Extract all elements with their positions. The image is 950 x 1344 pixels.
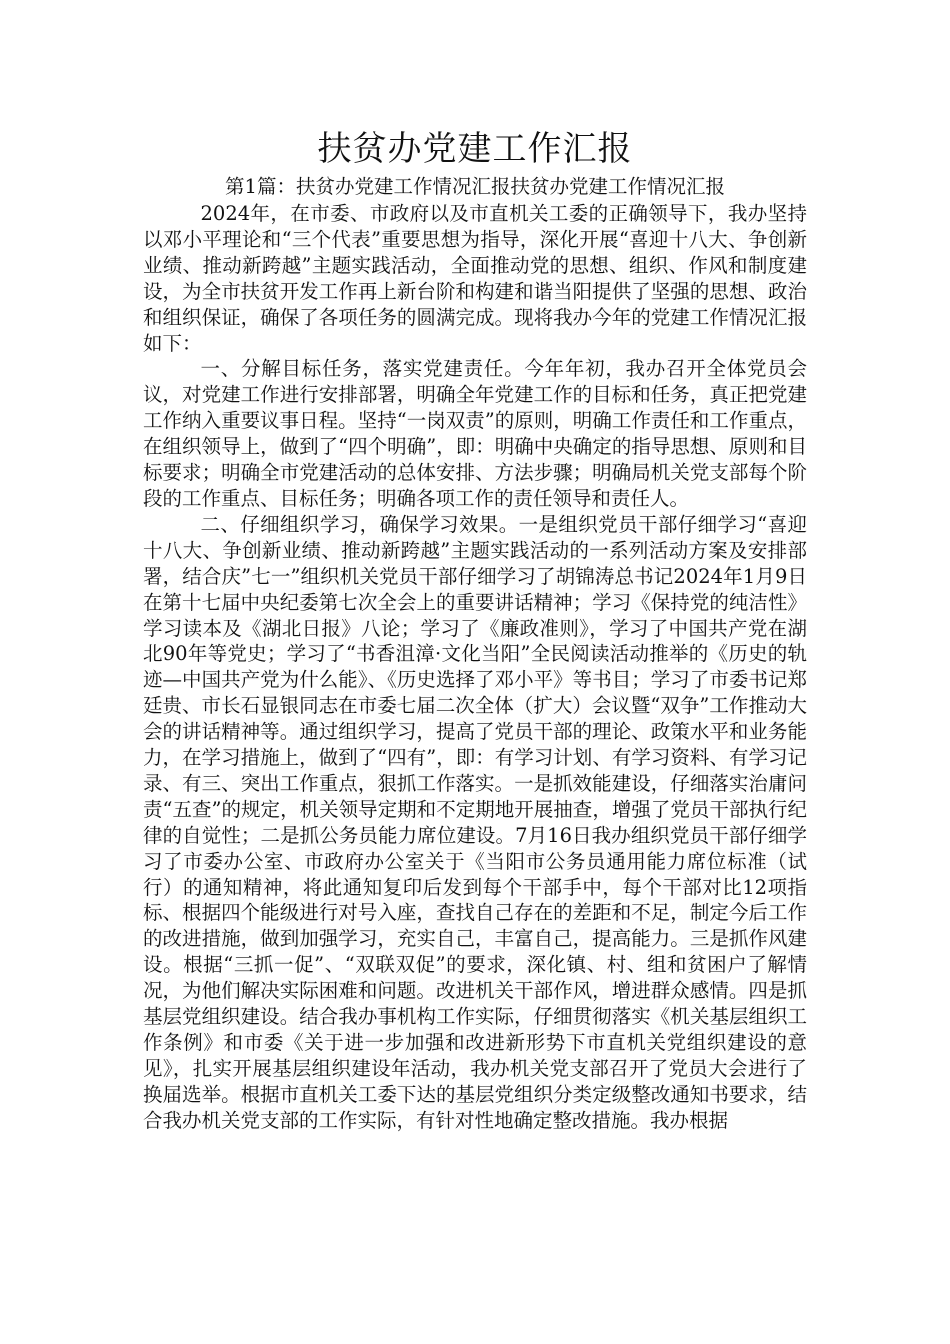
paragraph-intro: 2024年，在市委、市政府以及市直机关工委的正确领导下，我办坚持以邓小平理论和“三个代表”重要思想为指导，深化开展“喜迎十八大、争创新业绩、推动新跨越”主题实践活动，全面推动党的思想、组织、作风和制度建设，为全市扶贫开发工作再上新台阶和构建和谐当阳提供了坚强的思想、政治和组织保证，确保了各项任务的圆满完成。现将我办今年的党建工作情况汇报如下： <box>143 202 807 355</box>
document-title: 扶贫办党建工作汇报 <box>317 129 633 169</box>
document-subtitle: 第1篇：扶贫办党建工作情况汇报扶贫办党建工作情况汇报 <box>225 175 725 198</box>
document-page <box>143 125 807 1134</box>
paragraph-section-one: 一、分解目标任务，落实党建责任。今年年初，我办召开全体党员会议，对党建工作进行安排部署，明确全年党建工作的目标和任务，真正把党建工作纳入重要议事日程。坚持“一岗双责”的原则，明确工作责任和工作重点，在组织领导上，做到了“四个明确”，即：明确中央确定的指导思想、原则和目标要求；明确全市党建活动的总体安排、方法步骤；明确局机关党支部每个阶段的工作重点、目标任务；明确各项工作的责任领导和责任人。 <box>143 357 807 510</box>
paragraph-section-two: 二、仔细组织学习，确保学习效果。一是组织党员干部仔细学习“喜迎十八大、争创新业绩、推动新跨越”主题实践活动的一系列活动方案及安排部署，结合庆”七一”组织机关党员干部仔细学习了胡锦涛总书记2024年1月9日在第十七届中央纪委第七次全会上的重要讲话精神；学习《保持党的纯洁性》学习读本及《湖北日报》八论；学习了《廉政准则》，学习了中国共产党在湖北90年等党史；学习了“书香沮漳·文化当阳”全民阅读活动推举的《历史的轨迹—中国共产党为什么能》、《历史选择了邓小平》等书目；学习了市委书记郑廷贵、市长石显银同志在市委七届二次全体（扩大）会议暨“双争”工作推动大会的讲话精神等。通过组织学习，提高了党员干部的理论、政策水平和业务能力，在学习措施上，做到了“四有”，即：有学习计划、有学习资料、有学习记录、有三、突出工作重点，狠抓工作落实。一是抓效能建设，仔细落实治庸问责“五查”的规定，机关领导定期和不定期地开展抽查，增强了党员干部执行纪律的自觉性；二是抓公务员能力席位建设。7月16日我办组织党员干部仔细学习了市委办公室、市政府办公室关于《当阳市公务员通用能力席位标准（试行）的通知精神，将此通知复印后发到每个干部手中，每个干部对比12项指标、根据四个能级进行对号入座，查找自己存在的差距和不足，制定今后工作的改进措施，做到加强学习，充实自己，丰富自己，提高能力。三是抓作风建设。根据“三抓一促”、“双联双促”的要求，深化镇、村、组和贫困户了解情况，为他们解决实际困难和问题。改进机关干部作风，增进群众感情。四是抓基层党组织建设。结合我办事机构工作实际，仔细贯彻落实《机关基层组织工作条例》和市委《关于进一步加强和改进新形势下市直机关党组织建设的意见》，扎实开展基层组织建设年活动，我办机关党支部召开了党员大会进行了换届选举。根据市直机关工委下达的基层党组织分类定级整改通知书要求，结合我办机关党支部的工作实际，有针对性地确定整改措施。我办根据 <box>143 512 807 1132</box>
